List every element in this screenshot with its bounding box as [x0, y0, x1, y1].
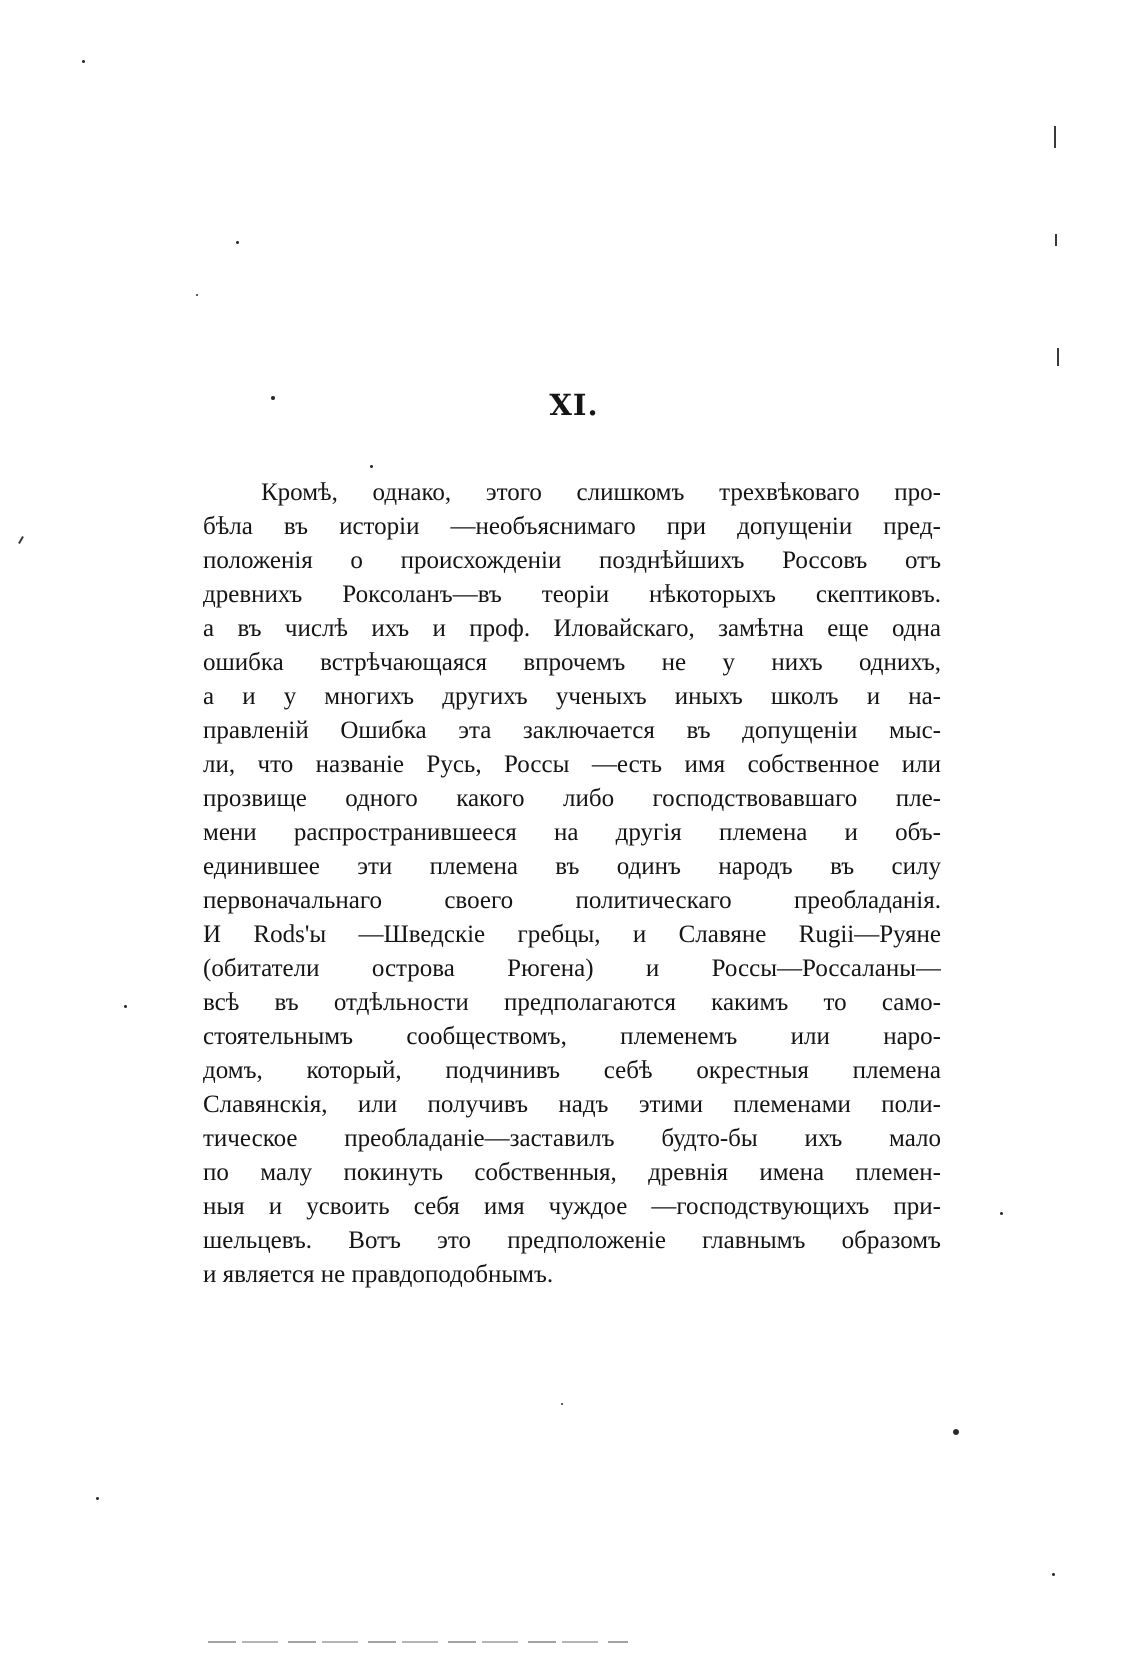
scan-speck: [953, 1429, 959, 1435]
text-line: всѣ въ отдѣльности предполагаются какимъ то само-: [203, 989, 941, 1016]
text-line: первоначальнаго своего политическаго преобладанія.: [203, 887, 941, 914]
scan-speck: [370, 465, 373, 468]
text-line: ныя и усвоить себя имя чуждое —господствующихъ при-: [203, 1193, 941, 1220]
scan-speck: [96, 1497, 99, 1500]
text-line: а въ числѣ ихъ и проф. Иловайскаго, замѣтна еще одна: [203, 615, 941, 642]
margin-mark: [1054, 126, 1056, 148]
text-line: Славянскія, или получивъ надъ этими племенами поли-: [203, 1091, 941, 1118]
text-line: древнихъ Роксоланъ—въ теоріи нѣкоторыхъ скептиковъ.: [203, 581, 941, 608]
scan-speck: [271, 396, 275, 400]
text-line: правленій Ошибка эта заключается въ допущеніи мыс-: [203, 717, 941, 744]
margin-mark: [18, 536, 24, 544]
text-line: мени распространившееся на другія племена и объ-: [203, 819, 941, 846]
text-line: единившее эти племена въ одинъ народъ въ силу: [203, 853, 941, 880]
scan-speck: [561, 1403, 563, 1405]
scan-speck: [124, 1005, 127, 1008]
text-line: (обитатели острова Рюгена) и Россы—Россаланы—: [203, 955, 941, 982]
text-line: бѣла въ исторіи —необъяснимаго при допущеніи пред-: [203, 513, 941, 540]
body-paragraph: [203, 476, 941, 1292]
scan-speck: [1052, 1573, 1055, 1576]
text-line: ошибка встрѣчающаяся впрочемъ не у нихъ однихъ,: [203, 649, 941, 676]
scan-speck: [196, 294, 198, 296]
text-line: прозвище одного какого либо господствовавшаго пле-: [203, 785, 941, 812]
chapter-number: XI.: [549, 388, 599, 422]
text-line: а и у многихъ другихъ ученыхъ иныхъ школъ и на-: [203, 683, 941, 710]
text-line: по малу покинуть собственныя, древнія имена племен-: [203, 1159, 941, 1186]
scan-speck: [1000, 1212, 1003, 1215]
text-line: ли, что названіе Русь, Россы —есть имя собственное или: [203, 751, 941, 778]
text-line: домъ, который, подчинивъ себѣ окрестныя племена: [203, 1057, 941, 1084]
scan-speck: [236, 241, 239, 244]
text-line: И Rods'ы —Шведскіе гребцы, и Славяне Rugii—Руяне: [203, 921, 941, 948]
margin-mark: [1055, 234, 1057, 246]
scan-speck: [82, 60, 85, 63]
page-bottom-edge: [208, 1641, 628, 1643]
text-line: стоятельнымъ сообществомъ, племенемъ или наро-: [203, 1023, 941, 1050]
text-line: тическое преобладаніе—заставилъ будто-бы ихъ мало: [203, 1125, 941, 1152]
text-line: положенія о происхожденіи позднѣйшихъ Россовъ отъ: [203, 547, 941, 574]
text-line: Кромѣ, однако, этого слишкомъ трехвѣковаго про-: [261, 479, 941, 506]
margin-mark: [1057, 348, 1059, 366]
text-line: и является не правдоподобнымъ.: [203, 1261, 554, 1288]
text-line: шельцевъ. Вотъ это предположеніе главнымъ образомъ: [203, 1227, 941, 1254]
